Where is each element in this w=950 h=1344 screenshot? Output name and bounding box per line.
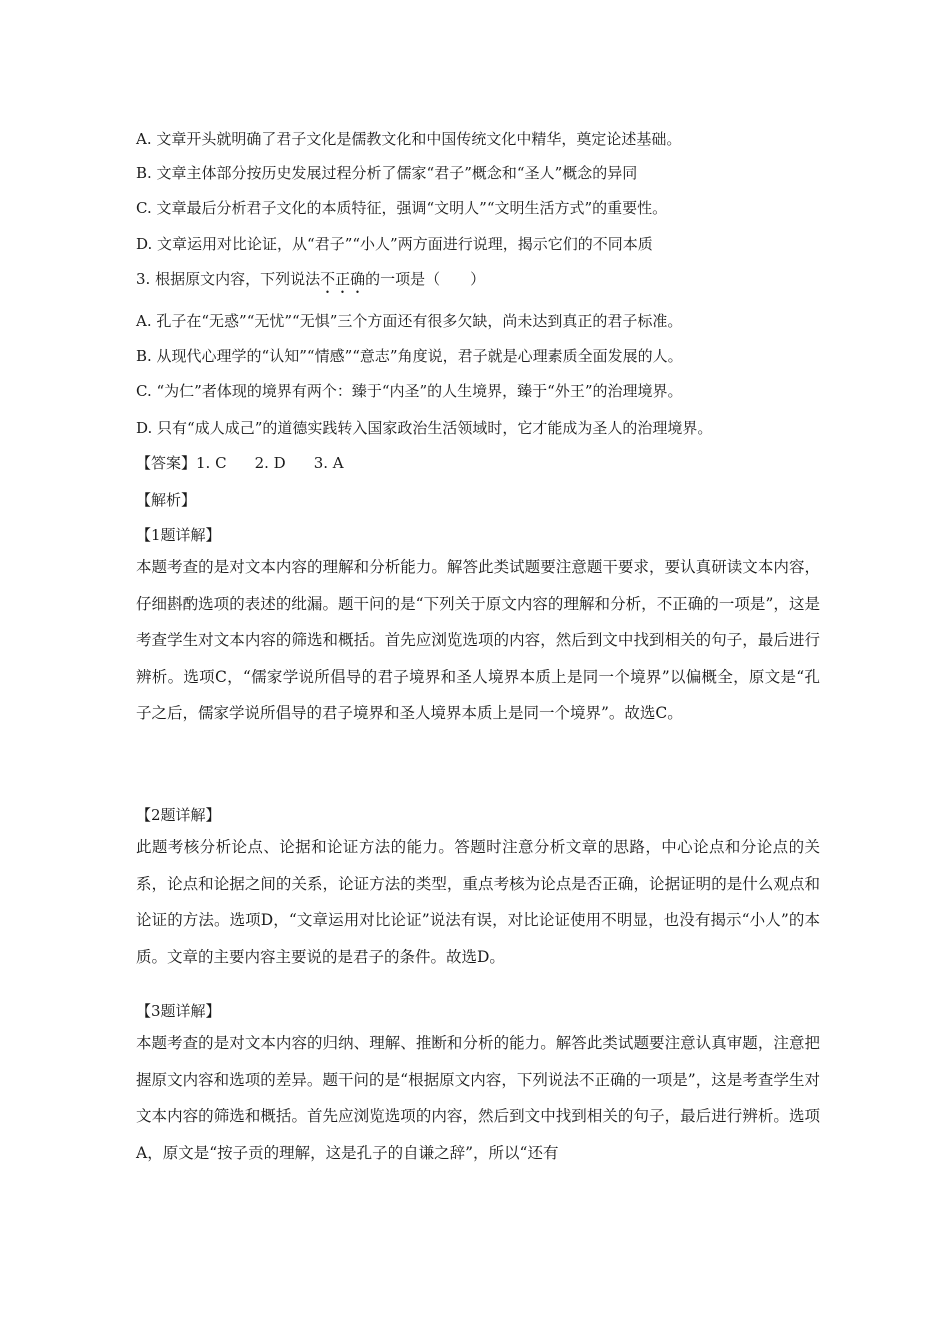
q3-stem-emphasis: 不正确 [320,270,366,288]
detail3-body: 本题考查的是对文本内容的归纳、理解、推断和分析的能力。解答此类试题要注意认真审题，注意把握原文内容和选项的差异。题干问的是“根据原文内容，下列说法不正确的一项是”，这是考查学生对文本内容的筛选和概括。首先应浏览选项的内容，然后到文中找到相关的句子，最后进行辨析。选项A，原文是“按子贡的理解，这是孔子的自谦之辞”，所以“还有 [136,1034,820,1162]
q2-option-a: A. 文章开头就明确了君子文化是儒教文化和中国传统文化中精华，奠定论述基础。 [136,130,682,148]
detail1-body: 本题考查的是对文本内容的理解和分析能力。解答此类试题要注意题干要求，要认真研读文本内容，仔细斟酌选项的表述的纰漏。题干问的是“下列关于原文内容的理解和分析，不正确的一项是”，这是考查学生对文本内容的筛选和概括。首先应浏览选项的内容，然后到文中找到相关的句子，最后进行辨析。选项C，“儒家学说所倡导的君子境界和圣人境界本质上是同一个境界”以偏概全，原文是“孔子之后，儒家学说所倡导的君子境界和圣人境界本质上是同一个境界”。故选C。 [136,558,820,723]
analysis-label: 【解析】 [136,491,197,509]
detail1-title: 【1题详解】 [136,526,221,544]
answer-item-3: 3. A [313,454,344,472]
q3-option-c: C. “为仁”者体现的境界有两个：臻于“内圣”的人生境界，臻于“外王”的治理境界。 [136,382,683,400]
q2-option-c: C. 文章最后分析君子文化的本质特征，强调“文明人”“文明生活方式”的重要性。 [136,199,668,217]
detail3-title: 【3题详解】 [136,1002,221,1020]
answer-item-1: 1. C [196,454,227,472]
detail2-body: 此题考核分析论点、论据和论证方法的能力。答题时注意分析文章的思路，中心论点和分论点的关系，论点和论据之间的关系，论证方法的类型，重点考核为论点是否正确，论据证明的是什么观点和论证的方法。选项D，“文章运用对比论证”说法有误，对比论证使用不明显，也没有揭示“小人”的本质。文章的主要内容主要说的是君子的条件。故选D。 [136,838,820,966]
answer-line [136,452,372,474]
q3-option-a: A. 孔子在“无惑”“无忧”“无惧”三个方面还有很多欠缺，尚未达到真正的君子标准。 [136,312,683,330]
q2-option-b: B. 文章主体部分按历史发展过程分析了儒家“君子”概念和“圣人”概念的异同 [136,164,638,182]
q3-stem-after: 的一项是（ ） [365,270,486,288]
q3-option-d: D. 只有“成人成己”的道德实践转入国家政治生活领域时，它才能成为圣人的治理境界。 [136,419,713,437]
q3-stem [136,268,485,297]
answer-item-2: 2. D [254,454,286,472]
q3-option-b: B. 从现代心理学的“认知”“情感”“意志”角度说，君子就是心理素质全面发展的人。 [136,347,683,365]
answer-label: 【答案】 [136,454,197,472]
detail2-title: 【2题详解】 [136,806,221,824]
q2-option-d: D. 文章运用对比论证，从“君子”“小人”两方面进行说理，揭示它们的不同本质 [136,235,653,253]
q3-stem-before: 3. 根据原文内容，下列说法 [136,270,321,288]
